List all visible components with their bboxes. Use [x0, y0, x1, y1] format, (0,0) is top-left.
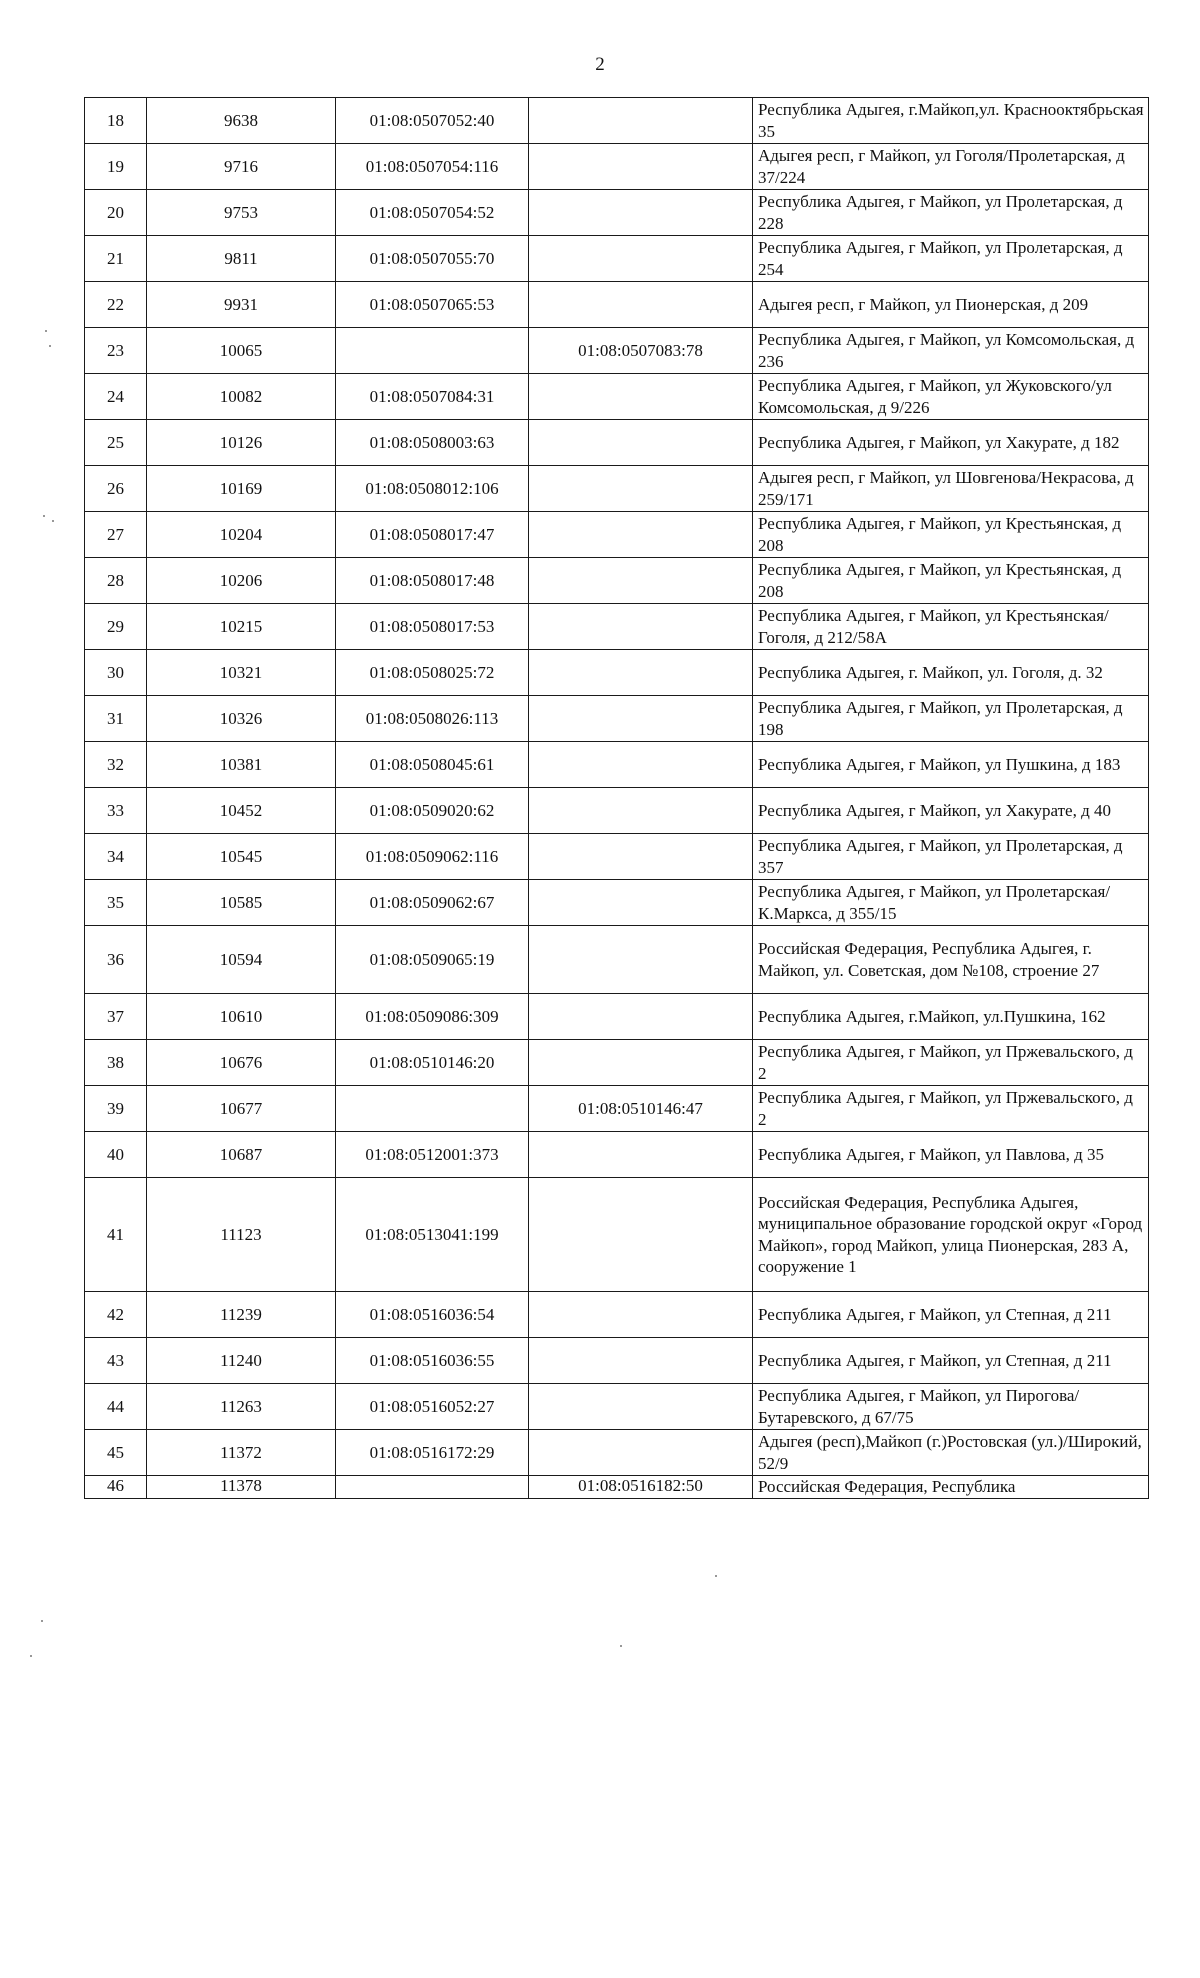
cell-registry-number: 9753 [147, 190, 336, 236]
cell-cadastral-number: 01:08:0516036:55 [336, 1338, 529, 1384]
cell-cadastral-number: 01:08:0507052:40 [336, 98, 529, 144]
cell-cadastral-number: 01:08:0507054:116 [336, 144, 529, 190]
cell-cadastral-number-alt [529, 558, 753, 604]
cell-cadastral-number [336, 1086, 529, 1132]
cell-row-number: 19 [85, 144, 147, 190]
cell-row-number: 44 [85, 1384, 147, 1430]
cell-registry-number: 11123 [147, 1178, 336, 1292]
cell-address: Российская Федерация, Республика Адыгея, г. Майкоп, ул. Советская, дом №108, строение 27 [753, 926, 1149, 994]
cell-address: Республика Адыгея, г Майкоп, ул Степная, д 211 [753, 1292, 1149, 1338]
cell-cadastral-number: 01:08:0516172:29 [336, 1430, 529, 1476]
cell-cadastral-number-alt [529, 190, 753, 236]
cell-registry-number: 11378 [147, 1476, 336, 1499]
table-row [85, 604, 1149, 650]
cell-registry-number: 10594 [147, 926, 336, 994]
cell-cadastral-number-alt [529, 880, 753, 926]
cell-cadastral-number-alt [529, 466, 753, 512]
cell-cadastral-number: 01:08:0508025:72 [336, 650, 529, 696]
cell-row-number: 31 [85, 696, 147, 742]
cell-address: Адыгея (респ),Майкоп (г.)Ростовская (ул.)/Широкий, 52/9 [753, 1430, 1149, 1476]
scan-speck [30, 1655, 32, 1657]
cell-registry-number: 11240 [147, 1338, 336, 1384]
cell-cadastral-number: 01:08:0508045:61 [336, 742, 529, 788]
cell-registry-number: 10321 [147, 650, 336, 696]
cell-row-number: 28 [85, 558, 147, 604]
cell-cadastral-number: 01:08:0507055:70 [336, 236, 529, 282]
cell-registry-number: 11263 [147, 1384, 336, 1430]
cell-row-number: 43 [85, 1338, 147, 1384]
cell-registry-number: 10082 [147, 374, 336, 420]
cell-registry-number: 10687 [147, 1132, 336, 1178]
cell-cadastral-number: 01:08:0509065:19 [336, 926, 529, 994]
cell-registry-number: 10065 [147, 328, 336, 374]
cell-registry-number: 9716 [147, 144, 336, 190]
cell-cadastral-number-alt [529, 236, 753, 282]
table-row [85, 236, 1149, 282]
cell-cadastral-number-alt [529, 994, 753, 1040]
cell-cadastral-number: 01:08:0509086:309 [336, 994, 529, 1040]
table-row [85, 696, 1149, 742]
table-row [85, 512, 1149, 558]
cell-cadastral-number [336, 1476, 529, 1499]
cell-address: Республика Адыгея, г.Майкоп, ул.Пушкина, 162 [753, 994, 1149, 1040]
cell-cadastral-number-alt [529, 834, 753, 880]
cell-row-number: 24 [85, 374, 147, 420]
cell-row-number: 36 [85, 926, 147, 994]
cell-address: Адыгея респ, г Майкоп, ул Шовгенова/Некрасова, д 259/171 [753, 466, 1149, 512]
table-row [85, 190, 1149, 236]
cell-address: Адыгея респ, г Майкоп, ул Гоголя/Пролетарская, д 37/224 [753, 144, 1149, 190]
cell-cadastral-number: 01:08:0508017:53 [336, 604, 529, 650]
cell-row-number: 26 [85, 466, 147, 512]
cell-row-number: 22 [85, 282, 147, 328]
cell-cadastral-number: 01:08:0507054:52 [336, 190, 529, 236]
cell-row-number: 35 [85, 880, 147, 926]
cell-cadastral-number-alt [529, 1040, 753, 1086]
cell-cadastral-number: 01:08:0512001:373 [336, 1132, 529, 1178]
cell-cadastral-number-alt [529, 604, 753, 650]
scan-speck [41, 1620, 43, 1622]
cell-registry-number: 10206 [147, 558, 336, 604]
cell-registry-number: 10676 [147, 1040, 336, 1086]
cell-address: Адыгея респ, г Майкоп, ул Пионерская, д 209 [753, 282, 1149, 328]
table-row [85, 926, 1149, 994]
cell-cadastral-number: 01:08:0508017:47 [336, 512, 529, 558]
cell-address: Республика Адыгея, г Майкоп, ул Крестьянская, д 208 [753, 558, 1149, 604]
cell-registry-number: 9638 [147, 98, 336, 144]
scan-speck [620, 1645, 622, 1647]
cell-cadastral-number-alt [529, 788, 753, 834]
cell-registry-number: 11239 [147, 1292, 336, 1338]
cell-cadastral-number-alt [529, 144, 753, 190]
cell-registry-number: 10215 [147, 604, 336, 650]
scan-speck [715, 1575, 717, 1577]
table-row [85, 328, 1149, 374]
cell-cadastral-number-alt [529, 282, 753, 328]
cell-cadastral-number-alt [529, 1338, 753, 1384]
cell-row-number: 25 [85, 420, 147, 466]
cell-row-number: 42 [85, 1292, 147, 1338]
table-row [85, 1178, 1149, 1292]
cell-row-number: 20 [85, 190, 147, 236]
cell-row-number: 46 [85, 1476, 147, 1499]
table-row [85, 742, 1149, 788]
table-row [85, 282, 1149, 328]
table-row [85, 374, 1149, 420]
table-row [85, 834, 1149, 880]
cell-cadastral-number-alt [529, 1430, 753, 1476]
cell-address: Российская Федерация, Республика Адыгея, муниципальное образование городской округ «Город Майкоп», город Майкоп, улица Пионерская, 283 А, сооружение 1 [753, 1178, 1149, 1292]
table-row [85, 1338, 1149, 1384]
cell-cadastral-number-alt [529, 1132, 753, 1178]
cell-cadastral-number: 01:08:0513041:199 [336, 1178, 529, 1292]
table-row [85, 994, 1149, 1040]
cell-address: Республика Адыгея, г Майкоп, ул Пролетарская, д 198 [753, 696, 1149, 742]
cell-cadastral-number: 01:08:0516036:54 [336, 1292, 529, 1338]
cell-address: Республика Адыгея, г Майкоп, ул Пролетарская, д 254 [753, 236, 1149, 282]
cell-registry-number: 10381 [147, 742, 336, 788]
cell-cadastral-number-alt [529, 1178, 753, 1292]
cell-cadastral-number-alt: 01:08:0516182:50 [529, 1476, 753, 1499]
cell-row-number: 39 [85, 1086, 147, 1132]
table-row [85, 1040, 1149, 1086]
cell-cadastral-number-alt: 01:08:0507083:78 [529, 328, 753, 374]
cell-row-number: 34 [85, 834, 147, 880]
cell-row-number: 21 [85, 236, 147, 282]
cell-cadastral-number-alt [529, 1292, 753, 1338]
cell-cadastral-number: 01:08:0510146:20 [336, 1040, 529, 1086]
cell-address: Республика Адыгея, г Майкоп, ул Пролетарская/К.Маркса, д 355/15 [753, 880, 1149, 926]
cell-cadastral-number-alt: 01:08:0510146:47 [529, 1086, 753, 1132]
table-row [85, 650, 1149, 696]
cell-cadastral-number: 01:08:0507065:53 [336, 282, 529, 328]
cell-registry-number: 10126 [147, 420, 336, 466]
cell-registry-number: 10677 [147, 1086, 336, 1132]
table-row [85, 1476, 1149, 1499]
cell-address: Республика Адыгея, г Майкоп, ул Степная, д 211 [753, 1338, 1149, 1384]
scan-speck [45, 330, 47, 332]
cell-address: Российская Федерация, Республика [753, 1476, 1149, 1499]
cell-row-number: 40 [85, 1132, 147, 1178]
cell-registry-number: 9931 [147, 282, 336, 328]
cell-row-number: 32 [85, 742, 147, 788]
cell-row-number: 23 [85, 328, 147, 374]
cell-registry-number: 10204 [147, 512, 336, 558]
table-row [85, 788, 1149, 834]
cell-address: Республика Адыгея, г Майкоп, ул Пролетарская, д 228 [753, 190, 1149, 236]
cell-cadastral-number-alt [529, 374, 753, 420]
cell-address: Республика Адыгея, г Майкоп, ул Пржевальского, д 2 [753, 1086, 1149, 1132]
scan-speck [49, 345, 51, 347]
table-row [85, 558, 1149, 604]
cell-address: Республика Адыгея, г. Майкоп, ул. Гоголя, д. 32 [753, 650, 1149, 696]
cell-row-number: 45 [85, 1430, 147, 1476]
cell-registry-number: 10545 [147, 834, 336, 880]
table-row [85, 880, 1149, 926]
table-row [85, 1086, 1149, 1132]
cell-address: Республика Адыгея, г Майкоп, ул Пушкина, д 183 [753, 742, 1149, 788]
cell-cadastral-number-alt [529, 926, 753, 994]
cell-registry-number: 10452 [147, 788, 336, 834]
table-row [85, 1430, 1149, 1476]
cell-cadastral-number: 01:08:0507084:31 [336, 374, 529, 420]
cell-cadastral-number-alt [529, 1384, 753, 1430]
cell-address: Республика Адыгея, г Майкоп, ул Хакурате, д 182 [753, 420, 1149, 466]
cell-cadastral-number: 01:08:0508017:48 [336, 558, 529, 604]
cell-address: Республика Адыгея, г Майкоп, ул Пирогова/Бутаревского, д 67/75 [753, 1384, 1149, 1430]
scan-speck [52, 520, 54, 522]
cell-cadastral-number-alt [529, 512, 753, 558]
cell-cadastral-number-alt [529, 742, 753, 788]
cell-cadastral-number-alt [529, 696, 753, 742]
cell-cadastral-number: 01:08:0516052:27 [336, 1384, 529, 1430]
cell-registry-number: 10610 [147, 994, 336, 1040]
table-row [85, 98, 1149, 144]
table-row [85, 420, 1149, 466]
property-registry-table [84, 97, 1149, 1499]
table-row [85, 1384, 1149, 1430]
cell-registry-number: 10169 [147, 466, 336, 512]
cell-address: Республика Адыгея, г Майкоп, ул Комсомольская, д 236 [753, 328, 1149, 374]
cell-registry-number: 10326 [147, 696, 336, 742]
cell-address: Республика Адыгея, г Майкоп, ул Жуковского/ул Комсомольская, д 9/226 [753, 374, 1149, 420]
cell-row-number: 18 [85, 98, 147, 144]
cell-cadastral-number: 01:08:0508012:106 [336, 466, 529, 512]
cell-row-number: 41 [85, 1178, 147, 1292]
table-row [85, 144, 1149, 190]
cell-cadastral-number-alt [529, 98, 753, 144]
cell-registry-number: 10585 [147, 880, 336, 926]
cell-row-number: 33 [85, 788, 147, 834]
table-row [85, 1132, 1149, 1178]
cell-cadastral-number: 01:08:0508026:113 [336, 696, 529, 742]
cell-cadastral-number [336, 328, 529, 374]
cell-cadastral-number: 01:08:0509020:62 [336, 788, 529, 834]
cell-row-number: 27 [85, 512, 147, 558]
table-row [85, 1292, 1149, 1338]
cell-cadastral-number-alt [529, 650, 753, 696]
cell-cadastral-number: 01:08:0509062:67 [336, 880, 529, 926]
cell-address: Республика Адыгея, г Майкоп, ул Крестьянская/Гоголя, д 212/58А [753, 604, 1149, 650]
cell-registry-number: 11372 [147, 1430, 336, 1476]
cell-address: Республика Адыгея, г.Майкоп,ул. Краснооктябрьская 35 [753, 98, 1149, 144]
cell-row-number: 29 [85, 604, 147, 650]
cell-cadastral-number: 01:08:0509062:116 [336, 834, 529, 880]
cell-address: Республика Адыгея, г Майкоп, ул Павлова, д 35 [753, 1132, 1149, 1178]
cell-address: Республика Адыгея, г Майкоп, ул Пржевальского, д 2 [753, 1040, 1149, 1086]
cell-registry-number: 9811 [147, 236, 336, 282]
table-row [85, 466, 1149, 512]
cell-row-number: 30 [85, 650, 147, 696]
cell-address: Республика Адыгея, г Майкоп, ул Хакурате, д 40 [753, 788, 1149, 834]
cell-row-number: 38 [85, 1040, 147, 1086]
cell-cadastral-number: 01:08:0508003:63 [336, 420, 529, 466]
table-body [85, 98, 1149, 1499]
cell-address: Республика Адыгея, г Майкоп, ул Пролетарская, д 357 [753, 834, 1149, 880]
cell-address: Республика Адыгея, г Майкоп, ул Крестьянская, д 208 [753, 512, 1149, 558]
scan-speck [43, 515, 45, 517]
page-number: 2 [595, 54, 605, 75]
cell-row-number: 37 [85, 994, 147, 1040]
cell-cadastral-number-alt [529, 420, 753, 466]
